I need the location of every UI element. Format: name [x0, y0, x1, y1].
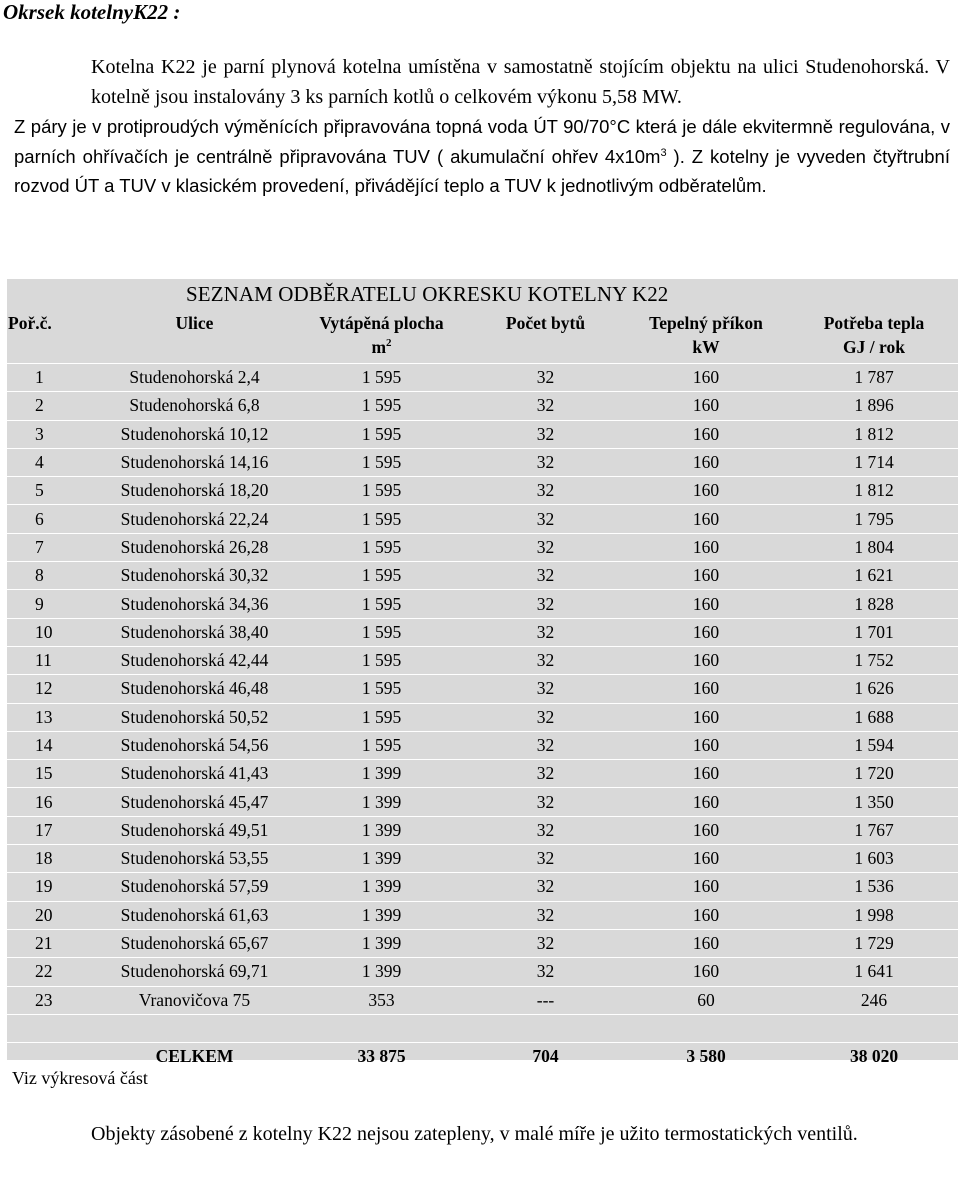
cell-heat: 1 603: [790, 845, 958, 873]
cell-area: 1 595: [294, 731, 469, 759]
cell-num: 17: [7, 816, 95, 844]
cell-area: 1 399: [294, 845, 469, 873]
intro-paragraph-2: [14, 112, 950, 201]
cell-street: Studenohorská 54,56: [95, 731, 294, 759]
cell-heat: 1 729: [790, 929, 958, 957]
table-row: [7, 562, 958, 590]
cell-flats: 32: [469, 958, 622, 986]
header-num: Poř.č.: [7, 311, 95, 364]
cell-street: Studenohorská 45,47: [95, 788, 294, 816]
table-row: [7, 845, 958, 873]
cell-flats: 32: [469, 420, 622, 448]
cell-heat: 1 720: [790, 760, 958, 788]
cell-street: Studenohorská 14,16: [95, 448, 294, 476]
cell-area: 1 595: [294, 562, 469, 590]
cell-street: Studenohorská 18,20: [95, 477, 294, 505]
cell-num: 10: [7, 618, 95, 646]
cell-power: 160: [622, 788, 790, 816]
cell-power: 160: [622, 845, 790, 873]
cell-flats: 32: [469, 760, 622, 788]
cell-power: 160: [622, 901, 790, 929]
cell-power: 160: [622, 562, 790, 590]
cell-flats: 32: [469, 392, 622, 420]
table-row: [7, 703, 958, 731]
cell-heat: 1 896: [790, 392, 958, 420]
cell-power: 160: [622, 364, 790, 392]
header-power: Tepelný příkon kW: [622, 311, 790, 364]
cell-flats: 32: [469, 788, 622, 816]
table-row: [7, 646, 958, 674]
header-street: Ulice: [95, 311, 294, 364]
cell-flats: 32: [469, 845, 622, 873]
cell-num: 5: [7, 477, 95, 505]
table-row: [7, 675, 958, 703]
cell-heat: 1 350: [790, 788, 958, 816]
cell-num: 3: [7, 420, 95, 448]
table-row: [7, 533, 958, 561]
cell-flats: 32: [469, 873, 622, 901]
cell-area: 1 399: [294, 901, 469, 929]
header-heat: Potřeba tepla GJ / rok: [790, 311, 958, 364]
cell-heat: 1 626: [790, 675, 958, 703]
table-row: [7, 986, 958, 1014]
cell-num: 6: [7, 505, 95, 533]
cell-heat: 1 701: [790, 618, 958, 646]
cell-power: 160: [622, 703, 790, 731]
cell-heat: 1 767: [790, 816, 958, 844]
cell-heat: 1 812: [790, 420, 958, 448]
intro-paragraph-1: Kotelna K22 je parní plynová kotelna umístěna v samostatně stojícím objektu na ulici Studenohorská. V kotelně jsou instalovány 3 ks parních kotlů o celkovém výkonu 5,58 MW.: [91, 56, 950, 108]
cell-flats: 32: [469, 618, 622, 646]
cell-power: 160: [622, 760, 790, 788]
cell-area: 1 399: [294, 958, 469, 986]
cell-power: 160: [622, 590, 790, 618]
cell-heat: 246: [790, 986, 958, 1014]
cell-area: 1 595: [294, 448, 469, 476]
cell-street: Studenohorská 34,36: [95, 590, 294, 618]
cell-street: Studenohorská 65,67: [95, 929, 294, 957]
cell-power: 160: [622, 477, 790, 505]
cell-street: Studenohorská 10,12: [95, 420, 294, 448]
table-row: [7, 958, 958, 986]
table-row: [7, 448, 958, 476]
cell-street: Studenohorská 2,4: [95, 364, 294, 392]
table-row: [7, 788, 958, 816]
cell-power: 160: [622, 505, 790, 533]
cell-num: 14: [7, 731, 95, 759]
cell-area: 1 399: [294, 788, 469, 816]
cell-street: Studenohorská 30,32: [95, 562, 294, 590]
cell-flats: 32: [469, 731, 622, 759]
total-power: 3 580: [622, 1042, 790, 1071]
cell-flats: 32: [469, 505, 622, 533]
cell-heat: 1 688: [790, 703, 958, 731]
cell-num: 12: [7, 675, 95, 703]
cell-heat: 1 752: [790, 646, 958, 674]
cell-flats: 32: [469, 477, 622, 505]
total-label: CELKEM: [95, 1042, 294, 1071]
cell-num: 11: [7, 646, 95, 674]
cell-street: Studenohorská 42,44: [95, 646, 294, 674]
cell-power: 160: [622, 929, 790, 957]
cell-area: 1 595: [294, 420, 469, 448]
cell-flats: 32: [469, 816, 622, 844]
cell-power: 160: [622, 816, 790, 844]
cell-area: 1 399: [294, 760, 469, 788]
cell-num: 22: [7, 958, 95, 986]
table-row: [7, 731, 958, 759]
table-row: [7, 392, 958, 420]
cell-heat: 1 536: [790, 873, 958, 901]
cell-num: 8: [7, 562, 95, 590]
cell-area: 1 595: [294, 703, 469, 731]
table-blank-row: [7, 1014, 958, 1042]
table-body: [7, 364, 958, 1015]
table-row: [7, 477, 958, 505]
cell-heat: 1 795: [790, 505, 958, 533]
cell-flats: 32: [469, 646, 622, 674]
cell-area: 1 595: [294, 618, 469, 646]
table-row: [7, 505, 958, 533]
cell-area: 353: [294, 986, 469, 1014]
cell-heat: 1 828: [790, 590, 958, 618]
table-row: [7, 901, 958, 929]
table-row: [7, 618, 958, 646]
cell-area: 1 595: [294, 364, 469, 392]
section-heading: Okrsek kotelnyK22 :: [3, 0, 181, 24]
cell-area: 1 399: [294, 873, 469, 901]
total-area: 33 875: [294, 1042, 469, 1071]
total-heat: 38 020: [790, 1042, 958, 1071]
cell-street: Studenohorská 49,51: [95, 816, 294, 844]
cell-num: 21: [7, 929, 95, 957]
cell-heat: 1 804: [790, 533, 958, 561]
cell-power: 160: [622, 675, 790, 703]
cell-street: Studenohorská 26,28: [95, 533, 294, 561]
cell-flats: 32: [469, 590, 622, 618]
header-flats: Počet bytů: [469, 311, 622, 364]
cell-num: 19: [7, 873, 95, 901]
cell-num: 4: [7, 448, 95, 476]
intro-paragraph-2-end: ). Z kotelny je vyveden čtyřtrubní rozvod ÚT a TUV v klasickém provedení, přivádějící teplo a TUV k jednotlivým odběratelům.: [14, 145, 950, 196]
table-row: [7, 590, 958, 618]
cell-street: Studenohorská 57,59: [95, 873, 294, 901]
cell-heat: 1 594: [790, 731, 958, 759]
cell-power: 60: [622, 986, 790, 1014]
table-row: [7, 816, 958, 844]
cell-flats: 32: [469, 675, 622, 703]
cell-power: 160: [622, 873, 790, 901]
cell-num: 23: [7, 986, 95, 1014]
intro-paragraph-2-start: Z páry je v protiproudých výměnících připravována topná voda ÚT 90/70°C která je dále ekvitermně regulována, v parních ohřívačích je centrálně připravována TUV ( akumulační ohřev 4x10m: [14, 116, 950, 167]
cell-area: 1 595: [294, 392, 469, 420]
cell-power: 160: [622, 958, 790, 986]
cell-area: 1 595: [294, 533, 469, 561]
cell-num: 15: [7, 760, 95, 788]
intro-superscript: 3: [660, 146, 667, 159]
cell-street: Studenohorská 46,48: [95, 675, 294, 703]
cell-num: 1: [7, 364, 95, 392]
cell-power: 160: [622, 448, 790, 476]
total-num: [7, 1042, 95, 1071]
consumers-table: [7, 311, 958, 1072]
cell-street: Studenohorská 6,8: [95, 392, 294, 420]
table-row: [7, 420, 958, 448]
cell-flats: 32: [469, 703, 622, 731]
table-header-row: [7, 311, 958, 364]
table-total-row: [7, 1042, 958, 1071]
cell-street: Studenohorská 41,43: [95, 760, 294, 788]
cell-street: Studenohorská 38,40: [95, 618, 294, 646]
cell-flats: 32: [469, 901, 622, 929]
drawing-note: Viz výkresová část: [12, 1068, 148, 1088]
cell-street: Studenohorská 53,55: [95, 845, 294, 873]
table-row: [7, 873, 958, 901]
cell-street: Studenohorská 61,63: [95, 901, 294, 929]
cell-power: 160: [622, 420, 790, 448]
cell-heat: 1 812: [790, 477, 958, 505]
footer-text: [14, 1120, 950, 1150]
cell-power: 160: [622, 731, 790, 759]
table-title: SEZNAM ODBĚRATELU OKRESKU KOTELNY K22: [186, 282, 669, 306]
cell-num: 9: [7, 590, 95, 618]
cell-num: 7: [7, 533, 95, 561]
cell-area: 1 595: [294, 505, 469, 533]
cell-flats: 32: [469, 929, 622, 957]
cell-flats: 32: [469, 364, 622, 392]
table-row: [7, 929, 958, 957]
cell-heat: 1 641: [790, 958, 958, 986]
cell-power: 160: [622, 618, 790, 646]
intro-text: [14, 53, 950, 201]
cell-area: 1 595: [294, 675, 469, 703]
cell-area: 1 595: [294, 477, 469, 505]
cell-num: 18: [7, 845, 95, 873]
cell-heat: 1 998: [790, 901, 958, 929]
cell-num: 2: [7, 392, 95, 420]
cell-power: 160: [622, 646, 790, 674]
cell-flats: 32: [469, 562, 622, 590]
cell-flats: 32: [469, 448, 622, 476]
cell-area: 1 399: [294, 816, 469, 844]
cell-power: 160: [622, 533, 790, 561]
cell-heat: 1 787: [790, 364, 958, 392]
cell-heat: 1 714: [790, 448, 958, 476]
table-row: [7, 760, 958, 788]
cell-area: 1 399: [294, 929, 469, 957]
cell-area: 1 595: [294, 646, 469, 674]
cell-num: 16: [7, 788, 95, 816]
cell-flats: ---: [469, 986, 622, 1014]
cell-num: 13: [7, 703, 95, 731]
cell-num: 20: [7, 901, 95, 929]
cell-street: Studenohorská 50,52: [95, 703, 294, 731]
cell-power: 160: [622, 392, 790, 420]
cell-street: Studenohorská 22,24: [95, 505, 294, 533]
cell-street: Studenohorská 69,71: [95, 958, 294, 986]
footer-paragraph: Objekty zásobené z kotelny K22 nejsou zatepleny, v malé míře je užito termostatických ventilů.: [91, 1123, 858, 1145]
cell-flats: 32: [469, 533, 622, 561]
cell-street: Vranovičova 75: [95, 986, 294, 1014]
header-area: Vytápěná plocha $m^2$: [294, 311, 469, 364]
cell-area: 1 595: [294, 590, 469, 618]
cell-heat: 1 621: [790, 562, 958, 590]
table-row: [7, 364, 958, 392]
total-flats: 704: [469, 1042, 622, 1071]
